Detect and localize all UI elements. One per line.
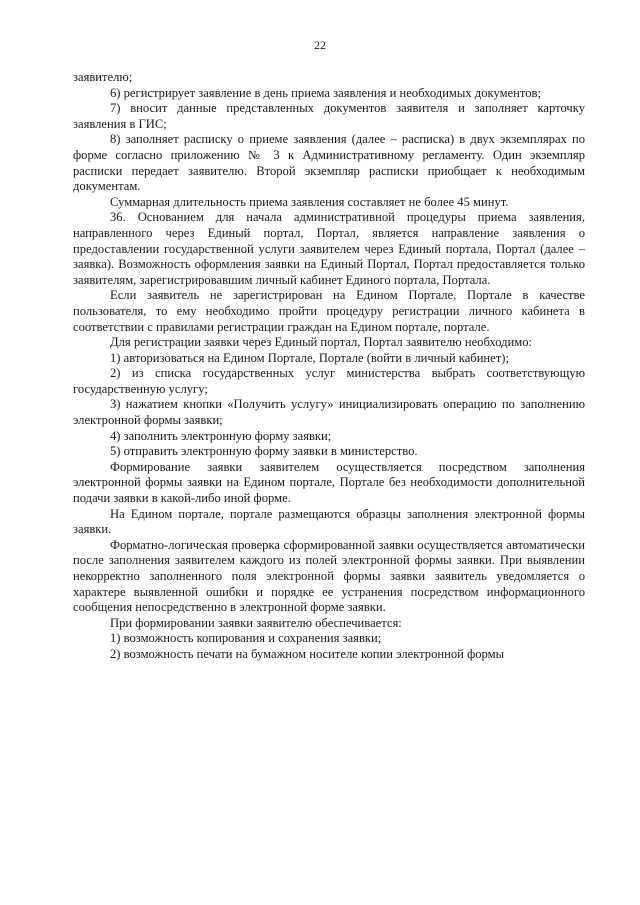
paragraph-provisions-intro: При формировании заявки заявителю обеспечивается: bbox=[110, 615, 402, 630]
paragraph-item-6: 6) регистрирует заявление в день приема заявления и необходимых документов; bbox=[110, 85, 541, 100]
page-number: 22 bbox=[314, 38, 326, 52]
paragraph-continuation: заявителю; bbox=[73, 70, 133, 84]
paragraph-registration: Если заявитель не зарегистрирован на Едином Портале, Портале в качестве пользователя, то ему необходимо пройти процедуру регистрации личного кабинета в соответствии с правилами регистрации граждан на Едином портале, портале. bbox=[73, 288, 585, 334]
paragraph-samples: На Едином портале, портале размещаются образцы заполнения электронной формы заявки. bbox=[73, 506, 585, 537]
document-body bbox=[73, 70, 585, 663]
paragraph-validation: Форматно-логическая проверка сформированной заявки осуществляется автоматически после заполнения заявителем каждого из полей электронной формы заявки. При выявлении некорректно заполненного поля электронной формы заявки заявитель уведомляется о характере выявленной ошибки и порядке ее устранения посредством информационного сообщения непосредственно в электронной форме заявки. bbox=[73, 537, 585, 615]
paragraph-step-3: 3) нажатием кнопки «Получить услугу» инициализировать операцию по заполнению электронной формы заявки; bbox=[73, 397, 585, 428]
paragraph-step-2: 2) из списка государственных услуг министерства выбрать соответствующую государственную услугу; bbox=[73, 366, 585, 396]
paragraph-item-8: 8) заполняет расписку о приеме заявления (далее – расписка) в двух экземплярах по форме согласно приложению № 3 к Административному регламенту. Один экземпляр расписки передает заявителю. Второй экземпляр расписки приобщает к необходимым документам. bbox=[73, 132, 585, 194]
paragraph-step-5: 5) отправить электронную форму заявки в министерство. bbox=[110, 444, 418, 459]
paragraph-form-filling: Формирование заявки заявителем осуществляется посредством заполнения электронной формы заявки на Едином портале, Портале без необходимости дополнительной подачи заявки в какой-либо иной форме. bbox=[73, 459, 585, 506]
paragraph-duration: Суммарная длительность приема заявления составляет не более 45 минут. bbox=[110, 194, 509, 209]
paragraph-item-7: 7) вносит данные представленных документов заявителя и заполняет карточку заявления в ГИС; bbox=[73, 101, 585, 131]
paragraph-step-1: 1) авторизоваться на Едином Портале, Портале (войти в личный кабинет); bbox=[110, 350, 509, 365]
paragraph-provision-2: 2) возможность печати на бумажном носителе копии электронной формы bbox=[110, 646, 505, 661]
paragraph-steps-intro: Для регистрации заявки через Единый портал, Портал заявителю необходимо: bbox=[110, 335, 533, 350]
paragraph-step-4: 4) заполнить электронную форму заявки; bbox=[110, 428, 332, 443]
paragraph-section-36: 36. Основанием для начала административной процедуры приема заявления, направленного через Единый портал, Портал, является направление заявления о предоставлении государственной услуги заявителем через Единый портала, Портал (далее – заявка). Возможность оформления заявки на Единый Портал, Портал предоставляется только заявителям, зарегистрировавшим личный кабинет Единого портала, Портала. bbox=[73, 210, 585, 287]
paragraph-provision-1: 1) возможность копирования и сохранения заявки; bbox=[110, 631, 382, 646]
